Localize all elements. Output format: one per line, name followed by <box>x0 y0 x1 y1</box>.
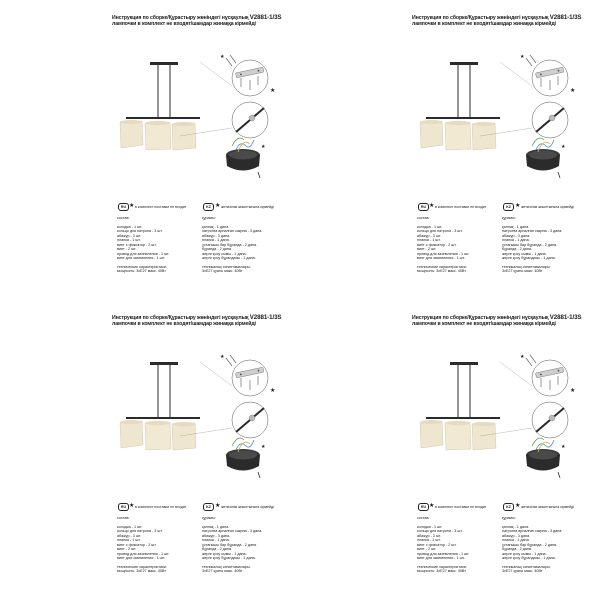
ceiling-canopy <box>150 62 178 65</box>
list-item: абажур - 3 шт. <box>417 233 442 238</box>
list-item: кольцо для патрона - 3 шт. <box>417 229 463 233</box>
tech-specs-value: 3xE27 қуаты макс. 40Вт <box>202 569 243 573</box>
list-item: кольцо для патрона - 3 шт. <box>117 529 163 533</box>
title-text: Инструкция по сборке/Құрастыру жөніндегі нұсқаулық <box>112 15 250 21</box>
tech-specs-heading: технические характеристики: <box>417 564 467 569</box>
bulbs-not-included-note: лампочки в комплект не входят/шамдар жинаққа кірмейді <box>112 321 256 327</box>
lampshade <box>145 121 171 150</box>
list-item: провод для заземления - 1 шт. <box>117 251 170 256</box>
ceiling-bowl-icon <box>226 438 266 478</box>
list-item: винт - 2 шт. <box>117 247 137 251</box>
list-item: бұранда - 2 дана. <box>502 247 532 251</box>
list-item: жерге қосу сымы - 1 дана. <box>502 551 547 556</box>
tech-specs-heading: техникалық сипаттамалары: <box>502 264 551 269</box>
tech-specs-heading: техникалық сипаттамалары: <box>202 564 251 569</box>
kz-badge: KZ <box>503 203 514 211</box>
contents-list <box>117 525 199 561</box>
instruction-card <box>0 0 300 300</box>
list-item: абажур - 3 шт. <box>417 533 442 538</box>
contents-heading: состав: <box>117 516 130 520</box>
svg-text:★: ★ <box>261 144 266 150</box>
list-item: винт для заземления - 1 шт. <box>417 256 465 260</box>
bulbs-not-included-note: лампочки в комплект не входят/шамдар жинаққа кірмейді <box>412 21 556 27</box>
list-item: винт - 2 шт. <box>417 547 437 551</box>
list-item: қалпақ - 1 дана. <box>202 524 230 529</box>
svg-text:★: ★ <box>561 144 566 150</box>
list-item: қалпақ - 1 дана. <box>502 224 530 229</box>
bulbs-not-included-note: лампочки в комплект не входят/шамдар жинаққа кірмейді <box>412 321 556 327</box>
list-item: ұстағышы бар бұранда - 2 дана. <box>202 242 258 247</box>
tech-specs-value: 3xE27 қуаты макс. 40Вт <box>502 269 543 273</box>
screws-icon <box>220 54 236 66</box>
list-item: планка - 1 дана. <box>502 538 530 542</box>
ru-badge: RU <box>118 503 129 511</box>
not-included-note-ru: в комплект поставки не входит <box>435 204 487 209</box>
list-item: жерге қосу сымы - 1 дана. <box>502 251 547 256</box>
ceiling-cup-detail-icon <box>232 402 268 438</box>
star-icon: ★ <box>129 203 135 209</box>
list-item: винт с фиксатор - 2 шт. <box>117 242 157 247</box>
lampshade <box>445 421 471 450</box>
ru-badge: RU <box>418 203 429 211</box>
list-item: ұстағышы бар бұранда - 2 дана. <box>502 242 558 247</box>
contents-kz <box>502 516 592 574</box>
star-icon: ★ <box>515 503 521 509</box>
list-item: жерге қосу бұрандасы - 1 дана. <box>202 256 256 260</box>
title-text: Инструкция по сборке/Құрастыру жөніндегі нұсқаулық <box>412 15 550 21</box>
svg-text:★: ★ <box>261 444 266 450</box>
tech-specs-value: мощность: 3xE27 макс. 40Вт <box>417 269 466 273</box>
tech-specs-value: мощность: 3xE27 макс. 40Вт <box>417 569 466 573</box>
tech-specs-heading: технические характеристики: <box>117 564 167 569</box>
list-item: қалпақ - 1 дана. <box>502 524 530 529</box>
model-number: V2881-1/3S <box>549 14 582 21</box>
contents-kz <box>202 216 292 274</box>
list-item: винт - 2 шт. <box>417 247 437 251</box>
screws-icon <box>520 354 536 366</box>
contents-list <box>502 525 592 561</box>
lampshade <box>172 122 196 150</box>
list-item: колодка - 1 шт. <box>117 224 143 229</box>
contents-list <box>117 225 199 261</box>
list-item: абажур - 3 дана. <box>202 533 231 538</box>
contents-heading: состав: <box>117 216 130 220</box>
list-item: провод для заземления - 1 шт. <box>117 551 170 556</box>
contents-ru <box>117 216 199 274</box>
ceiling-cup-detail-icon <box>532 402 568 438</box>
ceiling-bowl-icon <box>526 438 566 478</box>
screws-icon <box>220 354 236 366</box>
list-item: бұранда - 2 дана. <box>202 547 232 551</box>
not-included-note-kz: жеткізілім жиынтығына кірмейді <box>221 204 274 209</box>
list-item: жерге қосу сымы - 1 дана. <box>202 251 247 256</box>
ceiling-cup-detail-icon <box>232 102 268 138</box>
lampshade <box>120 120 143 148</box>
instruction-card <box>300 300 600 600</box>
list-item: колодка - 1 шт. <box>417 224 443 229</box>
star-icon: ★ <box>429 203 435 209</box>
list-item: абажур - 3 дана. <box>502 233 531 238</box>
list-item: винт с фиксатор - 2 шт. <box>417 242 457 247</box>
kz-badge: KZ <box>203 503 214 511</box>
tech-specs-value: мощность: 3xE27 макс. 40Вт <box>117 569 166 573</box>
list-item: бұранда - 2 дана. <box>202 247 232 251</box>
list-item: винт для заземления - 1 шт. <box>417 556 465 560</box>
list-item: жерге қосу сымы - 1 дана. <box>202 551 247 556</box>
list-item: винт с фиксатор - 2 шт. <box>117 542 157 547</box>
lampshade <box>445 121 471 150</box>
list-item: винт с фиксатор - 2 шт. <box>417 542 457 547</box>
ru-badge: RU <box>118 203 129 211</box>
list-item: бұранда - 2 дана. <box>502 547 532 551</box>
not-included-note-kz: жеткізілім жиынтығына кірмейді <box>221 504 274 509</box>
list-item: патронға арналған сақина - 3 дана. <box>202 529 263 533</box>
contents-heading: состав: <box>417 516 430 520</box>
contents-ru <box>417 216 499 274</box>
list-item: провод для заземления - 1 шт. <box>417 551 470 556</box>
list-item: кольцо для патрона - 3 шт. <box>117 229 163 233</box>
symbols-legend <box>418 202 598 212</box>
contents-kz <box>502 216 592 274</box>
list-item: винт для заземления - 1 шт. <box>117 256 165 260</box>
not-included-note-ru: в комплект поставки не входит <box>135 204 187 209</box>
star-icon: ★ <box>215 503 221 509</box>
kz-badge: KZ <box>503 503 514 511</box>
kz-badge: KZ <box>203 203 214 211</box>
star-icon: ★ <box>129 503 135 509</box>
ceiling-bowl-icon <box>526 138 566 178</box>
model-number: V2881-1/3S <box>249 14 282 21</box>
list-item: колодка - 1 шт. <box>417 524 443 529</box>
mounting-bar-detail-icon <box>232 360 275 396</box>
symbols-legend <box>118 502 298 512</box>
contents-ru <box>117 516 199 574</box>
not-included-note-kz: жеткізілім жиынтығына кірмейді <box>521 204 574 209</box>
svg-text:★: ★ <box>220 354 225 360</box>
symbols-legend <box>418 502 598 512</box>
contents-heading: состав: <box>417 216 430 220</box>
list-item: планка - 1 шт. <box>117 238 141 242</box>
tech-specs-heading: техникалық сипаттамалары: <box>502 564 551 569</box>
lampshade <box>145 421 171 450</box>
tech-specs-value: 3xE27 қуаты макс. 40Вт <box>502 569 543 573</box>
star-icon: ★ <box>515 203 521 209</box>
bulbs-not-included-note: лампочки в комплект не входят/шамдар жинаққа кірмейді <box>112 21 256 27</box>
ceiling-bowl-icon <box>226 138 266 178</box>
list-item: винт для заземления - 1 шт. <box>117 556 165 560</box>
contents-list <box>417 225 499 261</box>
list-item: кольцо для патрона - 3 шт. <box>417 529 463 533</box>
list-item: жерге қосу бұрандасы - 1 дана. <box>502 256 556 260</box>
title-text: Инструкция по сборке/Құрастыру жөніндегі нұсқаулық <box>412 315 550 321</box>
mounting-bar-detail-icon <box>232 60 275 96</box>
lampshade <box>472 122 496 150</box>
list-item: абажур - 3 дана. <box>202 233 231 238</box>
lampshade <box>472 422 496 450</box>
ceiling-cup-detail-icon <box>532 102 568 138</box>
model-number: V2881-1/3S <box>249 314 282 321</box>
svg-text:★: ★ <box>561 444 566 450</box>
instruction-card <box>0 300 300 600</box>
contents-list <box>502 225 592 261</box>
mounting-bar-detail-icon <box>532 60 575 96</box>
ceiling-canopy <box>450 62 478 65</box>
svg-text:★: ★ <box>570 87 576 94</box>
svg-text:★: ★ <box>570 387 576 394</box>
tech-specs-heading: технические характеристики: <box>417 264 467 269</box>
list-item: абажур - 3 шт. <box>117 233 142 238</box>
symbols-legend <box>118 202 298 212</box>
list-item: винт - 2 шт. <box>117 547 137 551</box>
list-item: колодка - 1 шт. <box>117 524 143 529</box>
lampshade <box>420 420 443 448</box>
tech-specs-heading: техникалық сипаттамалары: <box>202 264 251 269</box>
list-item: планка - 1 шт. <box>417 538 441 542</box>
instruction-card <box>300 0 600 300</box>
not-included-note-ru: в комплект поставки не входит <box>435 504 487 509</box>
list-item: планка - 1 шт. <box>117 538 141 542</box>
svg-text:★: ★ <box>520 354 525 360</box>
contents-kz <box>202 516 292 574</box>
lampshade <box>420 120 443 148</box>
list-item: планка - 1 дана. <box>502 238 530 242</box>
list-item: провод для заземления - 1 шт. <box>417 251 470 256</box>
contents-heading: құрамы: <box>202 216 216 220</box>
contents-list <box>202 525 292 561</box>
lampshade <box>172 422 196 450</box>
list-item: патронға арналған сақина - 3 дана. <box>502 529 563 533</box>
list-item: жерге қосу бұрандасы - 1 дана. <box>502 556 556 560</box>
list-item: планка - 1 дана. <box>202 538 230 542</box>
svg-text:★: ★ <box>270 387 276 394</box>
svg-text:★: ★ <box>270 87 276 94</box>
contents-list <box>417 525 499 561</box>
tech-specs-heading: технические характеристики: <box>117 264 167 269</box>
list-item: қалпақ - 1 дана. <box>202 224 230 229</box>
model-number: V2881-1/3S <box>549 314 582 321</box>
ceiling-canopy <box>150 362 178 365</box>
contents-heading: құрамы: <box>202 516 216 520</box>
not-included-note-kz: жеткізілім жиынтығына кірмейді <box>521 504 574 509</box>
tech-specs-value: мощность: 3xE27 макс. 40Вт <box>117 269 166 273</box>
list-item: патронға арналған сақина - 3 дана. <box>502 229 563 233</box>
lampshade <box>120 420 143 448</box>
svg-text:★: ★ <box>520 54 525 60</box>
list-item: планка - 1 дана. <box>202 238 230 242</box>
list-item: жерге қосу бұрандасы - 1 дана. <box>202 556 256 560</box>
list-item: абажур - 3 дана. <box>502 533 531 538</box>
contents-list <box>202 225 292 261</box>
list-item: планка - 1 шт. <box>417 238 441 242</box>
tech-specs-value: 3xE27 қуаты макс. 40Вт <box>202 269 243 273</box>
contents-heading: құрамы: <box>502 516 516 520</box>
mounting-bar-detail-icon <box>532 360 575 396</box>
list-item: ұстағышы бар бұранда - 2 дана. <box>502 542 558 547</box>
star-icon: ★ <box>429 503 435 509</box>
star-icon: ★ <box>215 203 221 209</box>
list-item: ұстағышы бар бұранда - 2 дана. <box>202 542 258 547</box>
ru-badge: RU <box>418 503 429 511</box>
screws-icon <box>520 54 536 66</box>
list-item: абажур - 3 шт. <box>117 533 142 538</box>
title-text: Инструкция по сборке/Құрастыру жөніндегі нұсқаулық <box>112 315 250 321</box>
ceiling-canopy <box>450 362 478 365</box>
svg-text:★: ★ <box>220 54 225 60</box>
contents-heading: құрамы: <box>502 216 516 220</box>
list-item: патронға арналған сақина - 3 дана. <box>202 229 263 233</box>
not-included-note-ru: в комплект поставки не входит <box>135 504 187 509</box>
contents-ru <box>417 516 499 574</box>
